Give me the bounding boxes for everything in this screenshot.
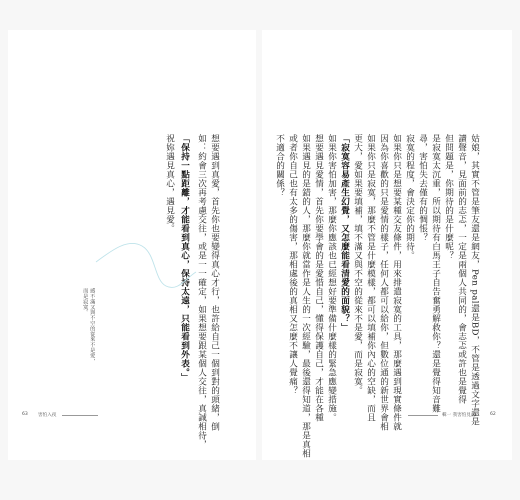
right-page-column-14: 如果遇見的是錯的人，那麼你就當作是人生的一次經驗，最後還得知道，那是真相 xyxy=(300,134,311,458)
right-page-column-12: 如果你害怕加害，那麼你應該也已經想好要準備什麼樣的緊急應變措施。 xyxy=(326,134,337,422)
left-page-number: 63 xyxy=(22,412,28,417)
left-page-column-1: 想要遇到真愛，首先你也要變得真心才行，也許給自己一個到對的頭緒，倒 xyxy=(209,134,220,431)
right-page-column-15: 或者你自己也有太多的傷害，那相處後的真相又怎麼不讓人覺痛？ xyxy=(287,134,298,395)
right-page-column-6: 寂寞的程度，會決定你的期待。 xyxy=(404,134,415,260)
right-page-column-9: 如果你只是寂寞，那麼不管是什麼模樣，都可以填補你內心的空缺，而且 xyxy=(365,134,376,422)
right-page-running-title: 輯一 我害怕見面 xyxy=(442,413,476,418)
left-page-closing-line: 祝妳遇見真心，遇見愛。 xyxy=(164,134,175,233)
right-page-column-4: 是寂寞太沉重，所以期待有白馬王子自告奮勇解救你？還是覺得知音難 xyxy=(430,134,441,413)
right-page-column-7: 如果你只是想要某種交友條件，用來排遣寂寞的工具，那麼遇到現實條件就 xyxy=(391,134,402,431)
right-footer-rule xyxy=(408,415,438,416)
right-page-column-3: 但問題是，你期待的是什麼呢？ xyxy=(443,134,454,260)
left-page-column-2: 如：約會三次再考慮交往，或是一一確定，如果想要跟某個人交往，真誠相待， xyxy=(196,134,207,449)
right-page-column-16: 不適合的關係？ xyxy=(274,134,285,197)
left-page-running-title: 害怕入夜 xyxy=(38,413,57,418)
right-page-column-8: 因為你喜歡的只是愛情的樣子，任何人都可以給你，但數位通的新世界會相 xyxy=(378,134,389,431)
right-page-column-5: 尋，害怕失去僅有的惆悵？ xyxy=(417,134,428,242)
side-note-line-1: 感不滿又與不空的從來不是愛， xyxy=(89,288,96,364)
right-page-column-1: 姑娘，其實不管是筆友還是網友，Pen pal還是BD，不管是透過文字還是 xyxy=(469,134,480,426)
right-page-column-13: 想要遇見愛情，首先你要學會的是愛惜自己，懂得保護自己，才能在各種 xyxy=(313,134,324,422)
left-page-emphasis-quote: 「保持一點距離，才能看到真心，保持太遠，只能看到外表。」 xyxy=(179,134,190,382)
left-footer-rule xyxy=(62,415,98,416)
right-page-column-10: 更大，愛如果要填補，填不滿又與不空的從來不是愛，而是寂寞。 xyxy=(352,134,363,395)
side-note-line-2: 而是寂寞。 xyxy=(82,288,89,315)
right-page-number: 62 xyxy=(490,412,496,417)
right-page-emphasis-quote: 「寂寞容易產生幻覺，又怎麼能看清愛的面貌？」 xyxy=(339,134,350,332)
right-page-column-2: 讀聲音，見面前的志忑，一定是兩個人共同的，會志忑或許也是覺得 xyxy=(456,134,467,404)
